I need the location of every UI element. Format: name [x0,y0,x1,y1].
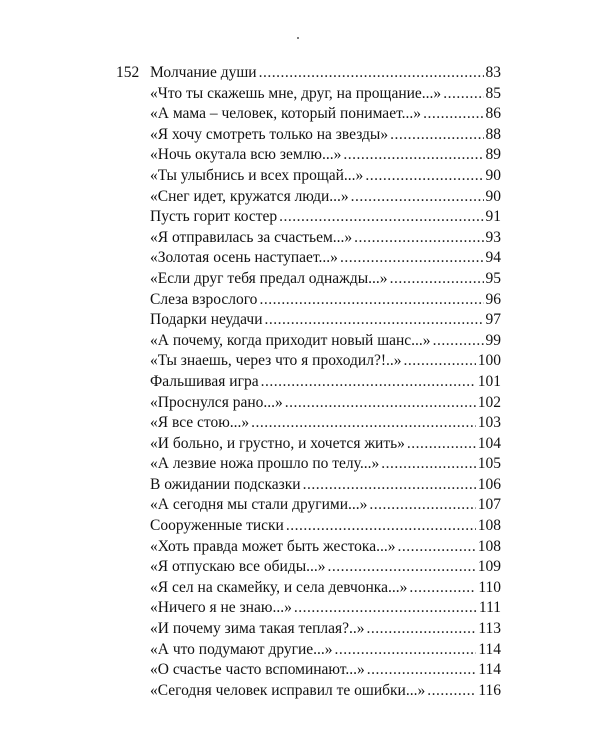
toc-entry-page: 108 [477,537,501,555]
toc-entry-page: 102 [477,393,501,411]
toc-dot-leader [343,145,483,166]
toc-entry-page: 86 [485,105,501,123]
toc-entry-title: «И почему зима такая теплая?..» [150,620,365,638]
toc-dot-leader [423,104,483,125]
toc-entry-page: 101 [477,372,501,390]
toc-dot-leader [251,413,476,434]
toc-entry-title: «Снег идет, кружатся люди...» [150,187,349,205]
toc-dot-leader [286,516,476,537]
toc-entry-title: «Ночь окутала всю землю...» [150,146,342,164]
toc-entry [150,372,501,393]
toc-entry-page: 114 [478,640,501,658]
toc-entry-title: «Я отпускаю все обиды...» [150,558,326,576]
toc-dot-leader [328,557,476,578]
toc-entry-title: «И больно, и грустно, и хочется жить» [150,434,405,452]
toc-entry-page: 113 [478,620,501,638]
toc-entry-page: 91 [485,208,501,226]
toc-entry-page: 109 [477,558,501,576]
toc-dot-leader [354,228,483,249]
toc-entry-page: 104 [477,434,501,452]
toc-entry [150,207,501,228]
toc-entry-page: 94 [485,249,501,267]
toc-dot-leader [303,475,476,496]
toc-entry [150,290,501,311]
toc-entry-page: 108 [477,517,501,535]
toc-entry [150,434,501,455]
toc-dot-leader [340,248,484,269]
toc-entry-page: 106 [477,475,501,493]
toc-entry-title: «Я сел на скамейку, и села девчонка...» [150,578,408,596]
toc-dot-leader [279,207,483,228]
toc-entry-title: «А сегодня мы стали другими...» [150,496,368,514]
toc-dot-leader [367,660,477,681]
toc-entry-page: 89 [485,146,501,164]
toc-entry-title: «О счастье часто вспоминают...» [150,661,365,679]
toc-dot-leader [351,187,484,208]
toc-entry [150,393,501,414]
toc-entry-title: «Что ты скажешь мне, друг, на прощание...» [150,84,442,102]
toc-entry [150,537,501,558]
toc-dot-leader [409,578,476,599]
toc-entry-page: 99 [485,331,501,349]
toc-dot-leader [285,393,476,414]
toc-entry [150,516,501,537]
toc-entry-title: «Проснулся рано...» [150,393,283,411]
toc-entry-page: 95 [485,269,501,287]
toc-dot-leader [259,63,484,84]
toc-entry [150,454,501,475]
toc-entry-title: Фальшивая игра [150,372,259,390]
toc-entry-title: «Я отправилась за счастьем...» [150,228,353,246]
toc-dot-leader [433,331,484,352]
toc-entry-title: «А мама – человек, который понимает...» [150,105,422,123]
toc-entry-page: 105 [477,455,501,473]
toc-entry [150,578,501,599]
toc-entry-page: 110 [478,578,501,596]
toc-entry-page: 90 [485,187,501,205]
toc-dot-leader [397,537,475,558]
toc-entry [150,619,501,640]
toc-entry-title: В ожидании подсказки [150,475,301,493]
page-number: 152 [116,64,140,81]
toc-entry [150,475,501,496]
toc-entry-title: «Я хочу смотреть только на звезды» [150,125,389,143]
toc-entry-title: Молчание души [150,64,257,81]
toc-entry-page: 93 [485,228,501,246]
toc-entry-title: Подарки неудачи [150,311,263,329]
toc-entry-page: 111 [478,599,501,617]
toc-entry-title: «Золотая осень наступает...» [150,249,338,267]
toc-dot-leader [335,640,477,661]
toc-entry [150,104,501,125]
toc-entry [150,598,501,619]
toc-entry [150,557,501,578]
toc-dot-leader [403,351,475,372]
toc-entry [150,269,501,290]
toc-entry [150,640,501,661]
toc-entry [150,248,501,269]
toc-entry [150,125,501,146]
toc-entry [150,228,501,249]
table-of-contents [150,63,501,701]
toc-entry-title: «Сегодня человек исправил те ошибки...» [150,681,426,699]
toc-dot-leader [365,166,483,187]
toc-entry [150,413,501,434]
toc-entry [150,145,501,166]
toc-entry [150,63,501,84]
toc-entry-page: 83 [485,64,501,81]
toc-dot-leader [390,125,483,146]
toc-entry-page: 114 [478,661,501,679]
toc-dot-leader [259,290,483,311]
toc-dot-leader [367,619,477,640]
toc-dot-leader [381,454,476,475]
toc-dot-leader [427,681,476,702]
toc-dot-leader [443,84,483,105]
toc-entry-page: 90 [485,166,501,184]
toc-dot-leader [294,598,477,619]
toc-entry-page: 97 [485,311,501,329]
toc-entry-title: Пусть горит костер [150,208,278,226]
toc-entry-page: 85 [485,84,501,102]
toc-entry-title: Сооруженные тиски [150,517,284,535]
toc-entry [150,310,501,331]
toc-dot-leader [261,372,476,393]
toc-entry [150,166,501,187]
toc-dot-leader [390,269,484,290]
toc-entry [150,187,501,208]
toc-entry-page: 88 [485,125,501,143]
toc-entry-title: «А что подумают другие...» [150,640,333,658]
toc-entry [150,660,501,681]
toc-dot-leader [369,495,475,516]
toc-entry-page: 100 [477,352,501,370]
toc-entry-title: «А почему, когда приходит новый шанс...» [150,331,431,349]
toc-entry [150,681,501,702]
toc-entry-page: 96 [485,290,501,308]
toc-entry-title: «Хоть правда может быть жестока...» [150,537,396,555]
toc-entry [150,351,501,372]
toc-entry-title: «А лезвие ножа прошло по телу...» [150,455,380,473]
toc-entry-title: «Если друг тебя предал однажды...» [150,269,388,287]
scan-speck [297,37,299,39]
toc-entry [150,331,501,352]
toc-entry-page: 107 [477,496,501,514]
toc-dot-leader [265,310,484,331]
toc-entry-page: 116 [478,681,501,699]
toc-entry-title: «Ты улыбнись и всех прощай...» [150,166,364,184]
toc-entry-title: «Ничего я не знаю...» [150,599,292,617]
toc-entry-title: Слеза взрослого [150,290,258,308]
toc-dot-leader [407,434,476,455]
toc-entry-page: 103 [477,414,501,432]
toc-entry [150,495,501,516]
toc-entry [150,84,501,105]
toc-entry-title: «Ты знаешь, через что я проходил?!..» [150,352,402,370]
toc-entry-title: «Я все стою...» [150,414,250,432]
